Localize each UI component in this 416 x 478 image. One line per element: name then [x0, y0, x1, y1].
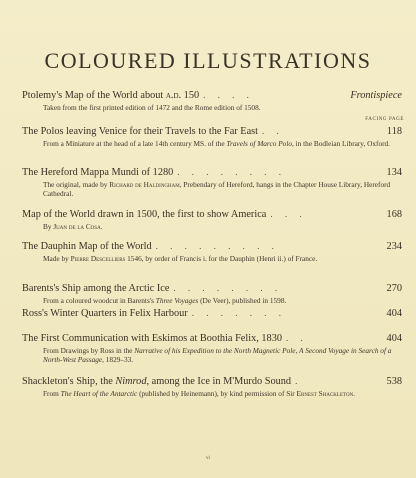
entry-description: From a coloured woodcut in Barents's Three Voyages (De Veer), published in 1598.: [43, 296, 287, 305]
entry-page: 118: [386, 126, 402, 137]
entry-description: The original, made by Richard de Haldingham, Prebendary of Hereford, hangs in the Chapter House Library, Hereford Cathedral.: [43, 180, 391, 199]
illustration-entry-polos: [22, 125, 402, 148]
entry-page: 270: [386, 283, 402, 294]
entry-title: Ptolemy's Map of the World about a.d. 150: [22, 90, 200, 101]
page-title: COLOURED ILLUSTRATIONS: [44, 48, 372, 73]
entry-page: 404: [386, 333, 402, 344]
entry-description: From Drawings by Ross in the Narrative of his Expedition to the North Magnetic Pole, A Second Voyage in Search of a North-West Passage, 1829–33.: [43, 346, 392, 365]
entry-description: From The Heart of the Antarctic (published by Heinemann), by kind permission of Sir Ernest Shackleton.: [43, 389, 356, 398]
entry-page: 404: [386, 308, 402, 319]
page-number: vi: [206, 456, 210, 461]
illustration-entry-world-1500: [22, 208, 402, 231]
illustration-entry-barents: [22, 282, 402, 305]
leader-dots: . .: [286, 333, 308, 343]
entry-title: Barents's Ship among the Arctic Ice: [22, 283, 170, 294]
entry-title: The Hereford Mappa Mundi of 1280: [22, 167, 174, 178]
entry-title: Map of the World drawn in 1500, the first to show America: [22, 209, 267, 220]
entry-description: Taken from the first printed edition of 1472 and the Rome edition of 1508.: [43, 103, 261, 112]
entry-page: 134: [386, 167, 402, 178]
entry-title: The Dauphin Map of the World: [22, 241, 152, 252]
illustration-entry-ross: [22, 307, 402, 320]
facing-page-label: FACING PAGE: [365, 117, 404, 122]
leader-dots: . .: [262, 126, 284, 136]
leader-dots: . . . . . . . .: [177, 167, 287, 177]
leader-dots: . . . . . . . .: [173, 283, 283, 293]
illustration-entry-eskimos: [22, 332, 402, 364]
entry-description: From a Miniature at the head of a late 14th century MS. of the Travels of Marco Polo, in the Bodleian Library, Oxford.: [43, 139, 391, 148]
entry-title: Shackleton's Ship, the Nimrod, among the Ice in M'Murdo Sound: [22, 376, 292, 387]
entry-page: Frontispiece: [350, 90, 402, 101]
entry-page: 234: [386, 241, 402, 252]
entry-description: By Juan de la Cosa.: [43, 222, 103, 231]
entry-page: 168: [386, 209, 402, 220]
leader-dots: .: [295, 376, 303, 386]
leader-dots: . . .: [270, 209, 307, 219]
entry-title: The First Communication with Eskimos at Boothia Felix, 1830: [22, 333, 282, 344]
leader-dots: . . . . . . .: [191, 308, 286, 318]
illustration-entry-ptolemy: [22, 89, 402, 112]
entry-title: The Polos leaving Venice for their Travels to the Far East: [22, 126, 259, 137]
leader-dots: . . . .: [203, 90, 254, 100]
illustration-entry-hereford: [22, 166, 402, 198]
illustration-entry-dauphin: [22, 240, 402, 263]
entry-page: 538: [386, 376, 402, 387]
entry-title: Ross's Winter Quarters in Felix Harbour: [22, 308, 188, 319]
entry-description: Made by Pierre Descelliers 1546, by order of Francis i. for the Dauphin (Henri ii.) of France.: [43, 254, 318, 263]
illustration-entry-shackleton: [22, 375, 402, 398]
leader-dots: . . . . . . . . .: [155, 241, 279, 251]
